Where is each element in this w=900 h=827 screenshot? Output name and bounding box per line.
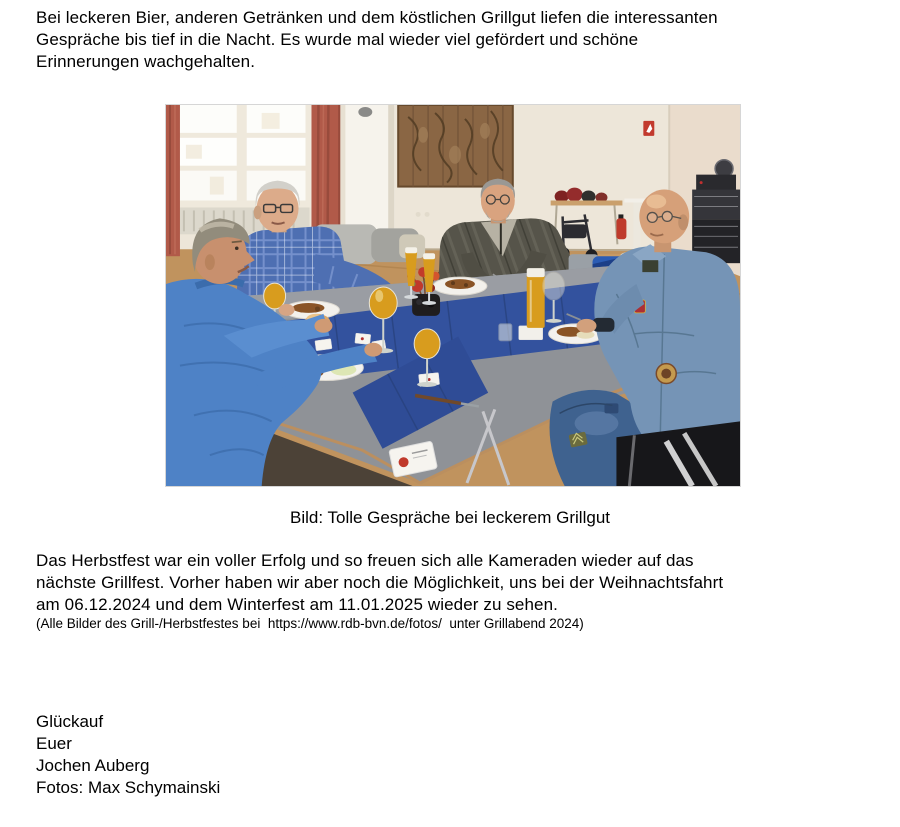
hand — [577, 319, 597, 333]
text-line: Gespräche bis tief in die Nacht. Es wurde mal wieder viel gefördert und schöne — [36, 30, 639, 49]
tall-beer-glass — [527, 268, 545, 328]
hand — [314, 319, 332, 333]
hand — [364, 343, 382, 357]
eye — [235, 246, 239, 250]
photo-figure — [165, 104, 741, 487]
fire-extinguisher-sign — [643, 121, 654, 136]
photo — [165, 104, 741, 487]
ceiling-camera — [358, 107, 372, 117]
body-paragraph — [36, 550, 723, 616]
photo-caption: Bild: Tolle Gespräche bei leckerem Grillgut — [290, 508, 610, 527]
relief-artwork — [398, 105, 513, 187]
signature-line: Fotos: Max Schymainski — [36, 778, 221, 797]
text-line: Bei leckeren Bier, anderen Getränken und dem köstlichen Grillgut liefen die interessanten — [36, 8, 718, 27]
signature-line: Glückauf — [36, 712, 104, 731]
water-glass — [499, 324, 512, 341]
equipment-cases — [692, 160, 740, 263]
signature-line: Jochen Auberg — [36, 756, 150, 775]
text-line: Erinnerungen wachgehalten. — [36, 52, 256, 71]
left-curtain — [166, 105, 180, 256]
ear — [205, 254, 215, 270]
photo-link-note: (Alle Bilder des Grill-/Herbstfestes bei https://www.rdb-bvn.de/fotos/ unter Grillabend 2024) — [36, 616, 584, 631]
intro-paragraph — [36, 7, 718, 73]
text-line: am 06.12.2024 und dem Winterfest am 11.01.2025 wieder zu sehen. — [36, 595, 558, 614]
text-line: nächste Grillfest. Vorher haben wir aber noch die Möglichkeit, uns bei der Weihnachtsfahrt — [36, 573, 724, 592]
signature-block — [36, 711, 220, 799]
text-line: Das Herbstfest war ein voller Erfolg und so freuen sich alle Kameraden wieder auf das — [36, 551, 694, 570]
plate-cardigan — [433, 277, 487, 295]
signature-line: Euer — [36, 734, 72, 753]
